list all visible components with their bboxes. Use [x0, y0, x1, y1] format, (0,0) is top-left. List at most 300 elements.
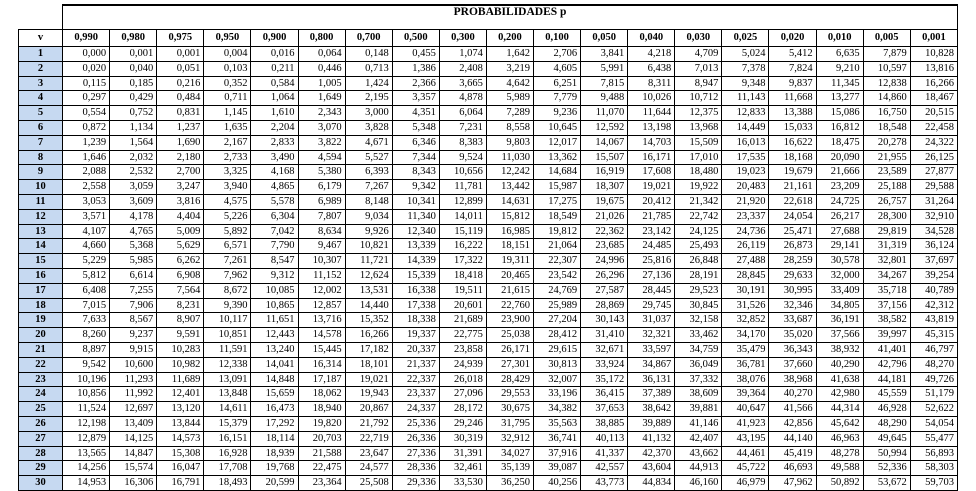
- table-cell: 31,319: [863, 239, 910, 254]
- table-cell: 23,209: [816, 180, 863, 195]
- table-cell: 2,700: [157, 165, 204, 180]
- degrees-of-freedom-cell: 1: [19, 47, 63, 62]
- table-cell: 17,292: [251, 416, 298, 431]
- table-cell: 18,939: [251, 446, 298, 461]
- degrees-of-freedom-cell: 26: [19, 416, 63, 431]
- table-cell: 24,996: [581, 254, 628, 269]
- table-cell: 39,364: [722, 387, 769, 402]
- table-cell: 27,136: [628, 268, 675, 283]
- table-cell: 11,651: [251, 313, 298, 328]
- table-cell: 24,322: [910, 135, 957, 150]
- table-cell: 12,443: [251, 328, 298, 343]
- table-cell: 3,490: [251, 150, 298, 165]
- table-cell: 23,337: [722, 209, 769, 224]
- table-cell: 4,765: [110, 224, 157, 239]
- table-cell: 23,337: [392, 387, 439, 402]
- table-cell: 0,872: [63, 120, 110, 135]
- table-cell: 7,633: [63, 313, 110, 328]
- table-cell: 4,671: [345, 135, 392, 150]
- table-cell: 16,791: [157, 476, 204, 491]
- table-cell: 36,131: [628, 372, 675, 387]
- table-cell: 33,409: [816, 283, 863, 298]
- table-cell: 14,847: [110, 446, 157, 461]
- table-cell: 26,125: [910, 150, 957, 165]
- table-cell: 36,049: [675, 357, 722, 372]
- table-cell: 29,588: [910, 180, 957, 195]
- table-row: [19, 194, 958, 209]
- table-cell: 43,662: [675, 446, 722, 461]
- table-cell: 39,997: [863, 328, 910, 343]
- table-cell: 19,675: [581, 194, 628, 209]
- table-cell: 17,708: [204, 461, 251, 476]
- table-cell: 6,614: [110, 268, 157, 283]
- table-cell: 0,020: [63, 61, 110, 76]
- table-cell: 7,790: [251, 239, 298, 254]
- table-cell: 34,528: [910, 224, 957, 239]
- table-cell: 3,070: [298, 120, 345, 135]
- table-cell: 5,229: [63, 254, 110, 269]
- table-cell: 3,247: [157, 180, 204, 195]
- table-cell: 5,226: [204, 209, 251, 224]
- table-cell: 21,342: [675, 194, 722, 209]
- table-cell: 3,828: [345, 120, 392, 135]
- table-cell: 14,067: [581, 135, 628, 150]
- table-cell: 19,820: [298, 416, 345, 431]
- table-cell: 4,351: [392, 106, 439, 121]
- table-cell: 26,018: [439, 372, 486, 387]
- table-cell: 50,892: [816, 476, 863, 491]
- table-cell: 18,338: [392, 313, 439, 328]
- degrees-of-freedom-cell: 20: [19, 328, 63, 343]
- probability-header: 0,700: [345, 30, 392, 47]
- table-cell: 40,113: [581, 431, 628, 446]
- table-cell: 6,262: [157, 254, 204, 269]
- table-cell: 36,124: [910, 239, 957, 254]
- table-cell: 22,742: [675, 209, 722, 224]
- table-cell: 4,168: [251, 165, 298, 180]
- title-corner-cell: [19, 5, 63, 30]
- table-cell: 58,303: [910, 461, 957, 476]
- table-cell: 9,236: [534, 106, 581, 121]
- table-cell: 9,542: [63, 357, 110, 372]
- table-cell: 31,391: [439, 446, 486, 461]
- table-cell: 12,624: [345, 268, 392, 283]
- table-cell: 6,393: [345, 165, 392, 180]
- table-cell: 24,337: [392, 402, 439, 417]
- table-cell: 0,004: [204, 47, 251, 62]
- table-cell: 6,408: [63, 283, 110, 298]
- table-cell: 16,985: [486, 224, 533, 239]
- table-cell: 42,557: [581, 461, 628, 476]
- table-cell: 4,642: [486, 76, 533, 91]
- table-cell: 16,338: [392, 283, 439, 298]
- table-cell: 12,838: [863, 76, 910, 91]
- table-cell: 54,054: [910, 416, 957, 431]
- table-cell: 3,000: [345, 106, 392, 121]
- table-cell: 21,588: [298, 446, 345, 461]
- table-cell: 46,797: [910, 342, 957, 357]
- table-row: [19, 416, 958, 431]
- degrees-of-freedom-cell: 10: [19, 180, 63, 195]
- degrees-of-freedom-cell: 30: [19, 476, 63, 491]
- table-cell: 27,204: [534, 313, 581, 328]
- table-cell: 56,893: [910, 446, 957, 461]
- table-cell: 36,250: [486, 476, 533, 491]
- table-cell: 23,858: [439, 342, 486, 357]
- degrees-of-freedom-cell: 12: [19, 209, 63, 224]
- table-cell: 9,034: [345, 209, 392, 224]
- table-cell: 10,656: [439, 165, 486, 180]
- table-cell: 20,703: [298, 431, 345, 446]
- table-cell: 26,873: [769, 239, 816, 254]
- table-cell: 12,340: [392, 224, 439, 239]
- table-cell: 7,231: [439, 120, 486, 135]
- table-cell: 7,255: [110, 283, 157, 298]
- table-cell: 50,994: [863, 446, 910, 461]
- table-cell: 13,240: [251, 342, 298, 357]
- table-cell: 23,900: [486, 313, 533, 328]
- table-cell: 3,665: [439, 76, 486, 91]
- degrees-of-freedom-cell: 16: [19, 268, 63, 283]
- table-cell: 12,899: [439, 194, 486, 209]
- table-cell: 3,357: [392, 91, 439, 106]
- table-cell: 10,196: [63, 372, 110, 387]
- table-cell: 4,878: [439, 91, 486, 106]
- table-cell: 49,726: [910, 372, 957, 387]
- v-column-header: v: [19, 30, 63, 47]
- table-cell: 1,064: [251, 91, 298, 106]
- table-row: [19, 372, 958, 387]
- table-cell: 2,032: [110, 150, 157, 165]
- table-cell: 46,693: [769, 461, 816, 476]
- probability-header: 0,300: [439, 30, 486, 47]
- table-cell: 18,940: [298, 402, 345, 417]
- table-cell: 13,844: [157, 416, 204, 431]
- table-cell: 23,142: [628, 224, 675, 239]
- table-cell: 48,278: [816, 446, 863, 461]
- table-cell: 5,578: [251, 194, 298, 209]
- degrees-of-freedom-cell: 23: [19, 372, 63, 387]
- table-cell: 12,857: [298, 298, 345, 313]
- table-cell: 15,033: [769, 120, 816, 135]
- table-cell: 15,574: [110, 461, 157, 476]
- table-cell: 14,041: [251, 357, 298, 372]
- table-cell: 5,812: [63, 268, 110, 283]
- table-cell: 14,953: [63, 476, 110, 491]
- table-cell: 0,752: [110, 106, 157, 121]
- table-cell: 7,564: [157, 283, 204, 298]
- table-row: [19, 106, 958, 121]
- table-cell: 45,722: [722, 461, 769, 476]
- table-cell: 44,314: [816, 402, 863, 417]
- table-cell: 10,597: [863, 61, 910, 76]
- table-cell: 13,968: [675, 120, 722, 135]
- table-cell: 25,816: [628, 254, 675, 269]
- table-cell: 5,527: [345, 150, 392, 165]
- table-cell: 34,170: [722, 328, 769, 343]
- table-row: [19, 224, 958, 239]
- table-cell: 6,571: [204, 239, 251, 254]
- table-cell: 44,461: [722, 446, 769, 461]
- degrees-of-freedom-cell: 3: [19, 76, 63, 91]
- degrees-of-freedom-cell: 27: [19, 431, 63, 446]
- table-cell: 42,312: [910, 298, 957, 313]
- degrees-of-freedom-cell: 11: [19, 194, 63, 209]
- table-row: [19, 91, 958, 106]
- table-cell: 21,792: [345, 416, 392, 431]
- table-cell: 16,919: [581, 165, 628, 180]
- table-cell: 26,848: [675, 254, 722, 269]
- table-cell: 18,114: [251, 431, 298, 446]
- table-cell: 9,342: [392, 180, 439, 195]
- table-row: [19, 402, 958, 417]
- table-cell: 18,475: [816, 135, 863, 150]
- table-cell: 21,615: [486, 283, 533, 298]
- table-cell: 5,989: [486, 91, 533, 106]
- table-cell: 1,635: [204, 120, 251, 135]
- table-cell: 24,125: [675, 224, 722, 239]
- table-cell: 16,222: [439, 239, 486, 254]
- table-cell: 2,833: [251, 135, 298, 150]
- table-cell: 21,785: [628, 209, 675, 224]
- table-cell: 22,618: [769, 194, 816, 209]
- table-cell: 35,479: [722, 342, 769, 357]
- table-cell: 27,096: [439, 387, 486, 402]
- table-cell: 0,115: [63, 76, 110, 91]
- table-cell: 20,867: [345, 402, 392, 417]
- table-cell: 38,582: [863, 313, 910, 328]
- table-cell: 18,062: [298, 387, 345, 402]
- table-cell: 0,001: [157, 47, 204, 62]
- table-cell: 14,611: [204, 402, 251, 417]
- table-cell: 23,647: [345, 446, 392, 461]
- table-cell: 0,713: [345, 61, 392, 76]
- table-cell: 11,689: [157, 372, 204, 387]
- table-cell: 10,821: [345, 239, 392, 254]
- table-cell: 12,375: [675, 106, 722, 121]
- degrees-of-freedom-cell: 18: [19, 298, 63, 313]
- table-row: [19, 313, 958, 328]
- table-cell: 6,346: [392, 135, 439, 150]
- table-cell: 29,819: [863, 224, 910, 239]
- table-cell: 11,345: [816, 76, 863, 91]
- table-cell: 15,509: [675, 135, 722, 150]
- table-cell: 28,259: [769, 254, 816, 269]
- table-cell: 3,059: [110, 180, 157, 195]
- table-cell: 18,418: [439, 268, 486, 283]
- table-cell: 1,005: [298, 76, 345, 91]
- table-cell: 43,195: [722, 431, 769, 446]
- table-cell: 7,015: [63, 298, 110, 313]
- table-cell: 10,865: [251, 298, 298, 313]
- table-cell: 32,801: [863, 254, 910, 269]
- table-cell: 13,442: [486, 180, 533, 195]
- table-cell: 0,051: [157, 61, 204, 76]
- table-cell: 27,488: [722, 254, 769, 269]
- table-cell: 32,671: [581, 342, 628, 357]
- table-cell: 24,769: [534, 283, 581, 298]
- table-cell: 11,152: [298, 268, 345, 283]
- table-cell: 9,926: [345, 224, 392, 239]
- table-cell: 41,132: [628, 431, 675, 446]
- table-cell: 21,337: [392, 357, 439, 372]
- table-cell: 4,178: [110, 209, 157, 224]
- table-cell: 10,645: [534, 120, 581, 135]
- table-cell: 1,386: [392, 61, 439, 76]
- table-row: [19, 239, 958, 254]
- probability-header: 0,010: [816, 30, 863, 47]
- table-cell: 37,566: [816, 328, 863, 343]
- table-cell: 24,577: [345, 461, 392, 476]
- table-cell: 0,064: [298, 47, 345, 62]
- table-cell: 8,343: [392, 165, 439, 180]
- table-cell: 4,107: [63, 224, 110, 239]
- table-cell: 5,009: [157, 224, 204, 239]
- table-cell: 44,834: [628, 476, 675, 491]
- table-cell: 41,337: [581, 446, 628, 461]
- table-cell: 8,907: [157, 313, 204, 328]
- table-cell: 20,337: [392, 342, 439, 357]
- table-cell: 17,322: [439, 254, 486, 269]
- degrees-of-freedom-cell: 13: [19, 224, 63, 239]
- table-cell: 7,289: [486, 106, 533, 121]
- table-row: [19, 135, 958, 150]
- table-cell: 19,511: [439, 283, 486, 298]
- table-cell: 21,689: [439, 313, 486, 328]
- table-cell: 17,535: [722, 150, 769, 165]
- table-cell: 9,467: [298, 239, 345, 254]
- table-cell: 12,401: [157, 387, 204, 402]
- table-cell: 19,311: [486, 254, 533, 269]
- table-cell: 26,757: [863, 194, 910, 209]
- table-cell: 16,306: [110, 476, 157, 491]
- table-cell: 53,672: [863, 476, 910, 491]
- table-cell: 20,090: [816, 150, 863, 165]
- table-cell: 22,337: [392, 372, 439, 387]
- probability-header: 0,975: [157, 30, 204, 47]
- table-cell: 27,336: [392, 446, 439, 461]
- degrees-of-freedom-cell: 6: [19, 120, 63, 135]
- table-cell: 8,547: [251, 254, 298, 269]
- table-cell: 15,987: [534, 180, 581, 195]
- table-cell: 43,604: [628, 461, 675, 476]
- table-cell: 0,211: [251, 61, 298, 76]
- table-cell: 18,151: [486, 239, 533, 254]
- degrees-of-freedom-cell: 14: [19, 239, 63, 254]
- table-cell: 13,409: [110, 416, 157, 431]
- table-cell: 15,308: [157, 446, 204, 461]
- table-cell: 7,807: [298, 209, 345, 224]
- table-cell: 18,493: [204, 476, 251, 491]
- table-cell: 5,892: [204, 224, 251, 239]
- table-row: [19, 150, 958, 165]
- table-cell: 18,101: [345, 357, 392, 372]
- table-cell: 37,389: [628, 387, 675, 402]
- table-cell: 17,187: [298, 372, 345, 387]
- degrees-of-freedom-cell: 22: [19, 357, 63, 372]
- table-cell: 42,407: [675, 431, 722, 446]
- table-cell: 8,634: [298, 224, 345, 239]
- table-cell: 20,465: [486, 268, 533, 283]
- table-cell: 17,608: [628, 165, 675, 180]
- table-cell: 10,117: [204, 313, 251, 328]
- table-cell: 11,992: [110, 387, 157, 402]
- table-cell: 11,781: [439, 180, 486, 195]
- table-cell: 20,515: [910, 106, 957, 121]
- table-cell: 0,103: [204, 61, 251, 76]
- table-cell: 37,332: [675, 372, 722, 387]
- table-cell: 29,246: [439, 416, 486, 431]
- table-cell: 31,795: [486, 416, 533, 431]
- table-cell: 29,633: [769, 268, 816, 283]
- probability-header: 0,100: [534, 30, 581, 47]
- degrees-of-freedom-cell: 28: [19, 446, 63, 461]
- table-cell: 10,828: [910, 47, 957, 62]
- table-cell: 43,819: [910, 313, 957, 328]
- table-cell: 16,750: [863, 106, 910, 121]
- table-cell: 5,368: [110, 239, 157, 254]
- table-cell: 29,553: [486, 387, 533, 402]
- table-cell: 8,260: [63, 328, 110, 343]
- table-cell: 0,711: [204, 91, 251, 106]
- table-cell: 36,781: [722, 357, 769, 372]
- table-cell: 8,947: [675, 76, 722, 91]
- table-cell: 40,270: [769, 387, 816, 402]
- table-cell: 42,796: [863, 357, 910, 372]
- table-cell: 9,915: [110, 342, 157, 357]
- table-cell: 22,458: [910, 120, 957, 135]
- table-cell: 5,991: [581, 61, 628, 76]
- header-row: [19, 30, 958, 47]
- table-cell: 34,267: [863, 268, 910, 283]
- table-cell: 3,816: [157, 194, 204, 209]
- table-cell: 3,571: [63, 209, 110, 224]
- table-cell: 0,554: [63, 106, 110, 121]
- table-cell: 33,196: [534, 387, 581, 402]
- degrees-of-freedom-cell: 2: [19, 61, 63, 76]
- table-cell: 24,736: [722, 224, 769, 239]
- table-cell: 21,161: [769, 180, 816, 195]
- table-cell: 37,916: [534, 446, 581, 461]
- table-cell: 1,690: [157, 135, 204, 150]
- table-cell: 7,378: [722, 61, 769, 76]
- table-cell: 41,923: [722, 416, 769, 431]
- table-cell: 28,412: [534, 328, 581, 343]
- table-cell: 14,578: [298, 328, 345, 343]
- table-cell: 42,856: [769, 416, 816, 431]
- table-cell: 10,982: [157, 357, 204, 372]
- table-cell: 47,962: [769, 476, 816, 491]
- table-cell: 41,566: [769, 402, 816, 417]
- table-cell: 22,719: [345, 431, 392, 446]
- table-cell: 25,989: [534, 298, 581, 313]
- table-cell: 7,042: [251, 224, 298, 239]
- table-cell: 5,348: [392, 120, 439, 135]
- table-cell: 34,382: [534, 402, 581, 417]
- table-cell: 4,660: [63, 239, 110, 254]
- table-cell: 33,597: [628, 342, 675, 357]
- table-cell: 42,980: [816, 387, 863, 402]
- table-cell: 16,151: [204, 431, 251, 446]
- table-cell: 28,172: [439, 402, 486, 417]
- table-cell: 19,922: [675, 180, 722, 195]
- table-cell: 19,337: [392, 328, 439, 343]
- table-cell: 32,912: [486, 431, 533, 446]
- table-cell: 14,011: [439, 209, 486, 224]
- table-cell: 13,565: [63, 446, 110, 461]
- table-cell: 3,219: [486, 61, 533, 76]
- table-cell: 1,239: [63, 135, 110, 150]
